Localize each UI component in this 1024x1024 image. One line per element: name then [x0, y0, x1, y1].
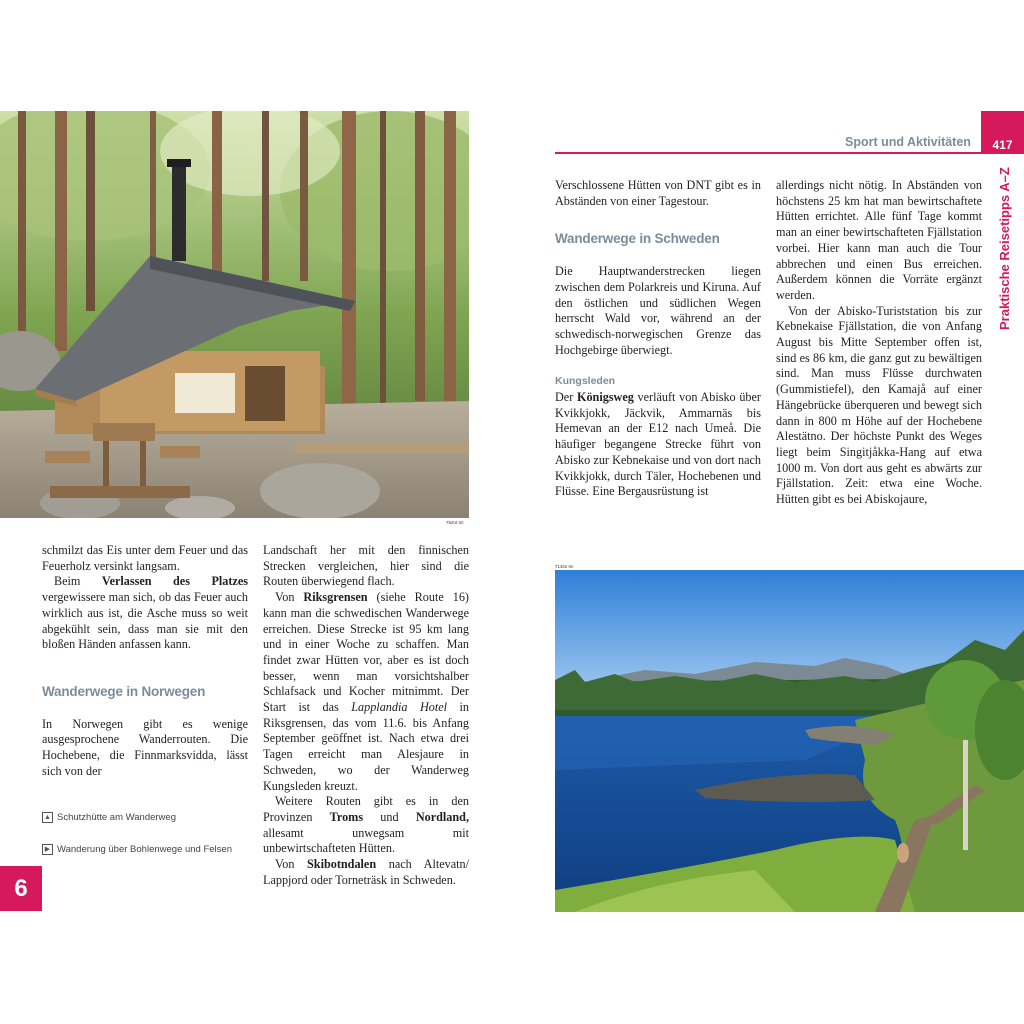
paragraph: Der Königsweg verläuft von Abisko über Kvikkjokk, Jäckvik, Ammarnäs bis Hemevan an der E12 nach Umeå. Die häufiger begangene Strecke führt von Abisko zur Kebnekaise und von dort nach Kvikkjokk, durch Täler, Hochebenen und Flüsse. Eine Bergausrüstung ist: [555, 390, 761, 499]
header-rule: [555, 152, 981, 154]
paragraph: In Norwegen gibt es wenige ausgesprochene Wanderrouten. Die Hochebene, die Finnmarksvidda, lässt sich von der: [42, 716, 248, 778]
lake-photo-image: [555, 570, 1024, 912]
left-col-1: [42, 543, 248, 779]
paragraph: Beim Verlassen des Platzes vergewissere man sich, ob das Feuer auch wirklich aus ist, die Asche muss so weit abgekühlt sein, dass man sie mit den bloßen Händen anfassen kann.: [42, 574, 248, 652]
paragraph: Landschaft her mit den finnischen Strecken vergleichen, hier sind die Routen überwiegend flach.: [263, 543, 469, 589]
right-col-2: [776, 178, 982, 508]
page-number-tab-right: [981, 111, 1024, 154]
photo-credit-left: 752nt tm: [446, 520, 464, 525]
paragraph: Von der Abisko-Turiststation bis zur Kebnekaise Fjällstation, die von Anfang August bis Mitte September offen ist, sind es 86 km, die ganz gut zu bewältigen sind. Man muss Flüsse durchwaten (Gummistiefel), den Kamajå auf einer Hängebrücke überqueren und bewegt sich dann in 800 m Höhe auf der Hochebene Alestätno. Der höchste Punkt des Weges liegt beim Singitjåkka-Hang auf etwa 1000 m. Von dort aus geht es abwärts zur Fjällstation. Zeit: etwa eine Woche. Hütten gibt es bei Abiskojaure,: [776, 303, 982, 507]
paragraph: Weitere Routen gibt es in den Provinzen Troms und Nordland, allesamt unwegsam mit unbewirtschafteten Hütten.: [263, 794, 469, 856]
page-number: 6: [14, 874, 28, 902]
caption-hut: ▲ Schutzhütte am Wanderweg: [42, 812, 176, 823]
photo-credit-right: 713sn tm: [555, 564, 574, 569]
lake-photo: [555, 570, 1024, 912]
right-page: [512, 0, 1024, 1024]
side-tab-label: Praktische Reisetipps A–Z: [997, 167, 1012, 330]
bold-term: Verlassen des Platzes: [101, 574, 248, 589]
paragraph: Von Skibotndalen nach Altevatn/ Lappjord oder Torneträsk in Schweden.: [263, 857, 469, 887]
right-col-1: [555, 178, 761, 500]
paragraph: Die Hauptwanderstrecken liegen zwischen dem Polarkreis und Kiruna. Auf den östlichen und südlichen Wegen herrscht Wald vor, während an der schwedisch-norwegischen Grenze das Hochgebirge überwiegt.: [555, 264, 761, 357]
paragraph: schmilzt das Eis unter dem Feuer und das Feuerholz versinkt langsam.: [42, 543, 248, 573]
page-number-tab-left: [0, 866, 42, 911]
arrow-right-icon: ▶: [42, 844, 53, 855]
hut-photo: [0, 111, 469, 518]
caption-boardwalk: ▶ Wanderung über Bohlenwege und Felsen: [42, 844, 232, 855]
section-heading: Wanderwege in Norwegen: [42, 683, 206, 699]
section-heading: Wanderwege in Schweden: [555, 231, 720, 247]
running-header-title: Sport und Aktivitäten: [845, 135, 971, 149]
paragraph: allerdings nicht nötig. In Abständen von höchstens 25 km hat man bewirtschaftete Hütten errichtet. Alle fünf Tage kommt man an einer bewirtschafteten Fjällstation vorbei. Hier kann man auch die Tour abbrechen und einen Bus erreichen. Außerdem können die Vorräte ergänzt werden.: [776, 178, 982, 302]
arrow-up-icon: ▲: [42, 812, 53, 823]
hut-photo-image: [0, 111, 469, 518]
page-number: 417: [992, 138, 1013, 152]
paragraph: Verschlossene Hütten von DNT gibt es in Abständen von einer Tagestour.: [555, 178, 761, 208]
left-col-2: [263, 543, 469, 888]
subheading: Kungsleden: [555, 375, 616, 388]
paragraph: Von Riksgrensen (siehe Route 16) kann man die schwedischen Wanderwege erreichen. Diese Strecke ist 95 km lang und in einer Woche zu schaffen. Man findet zwar Hütten vor, aber es ist doch besser, wenn man vorsichtshalber Schlafsack und Kocher mitnimmt. Der Start ist das Lapplandia Hotel in Riksgrensen, das vom 11.6. bis Anfang September geöffnet ist. Nach etwa drei Tagen erreicht man Alesjaure in Schweden, wo der Wanderweg Kungsleden kreuzt.: [263, 590, 469, 793]
